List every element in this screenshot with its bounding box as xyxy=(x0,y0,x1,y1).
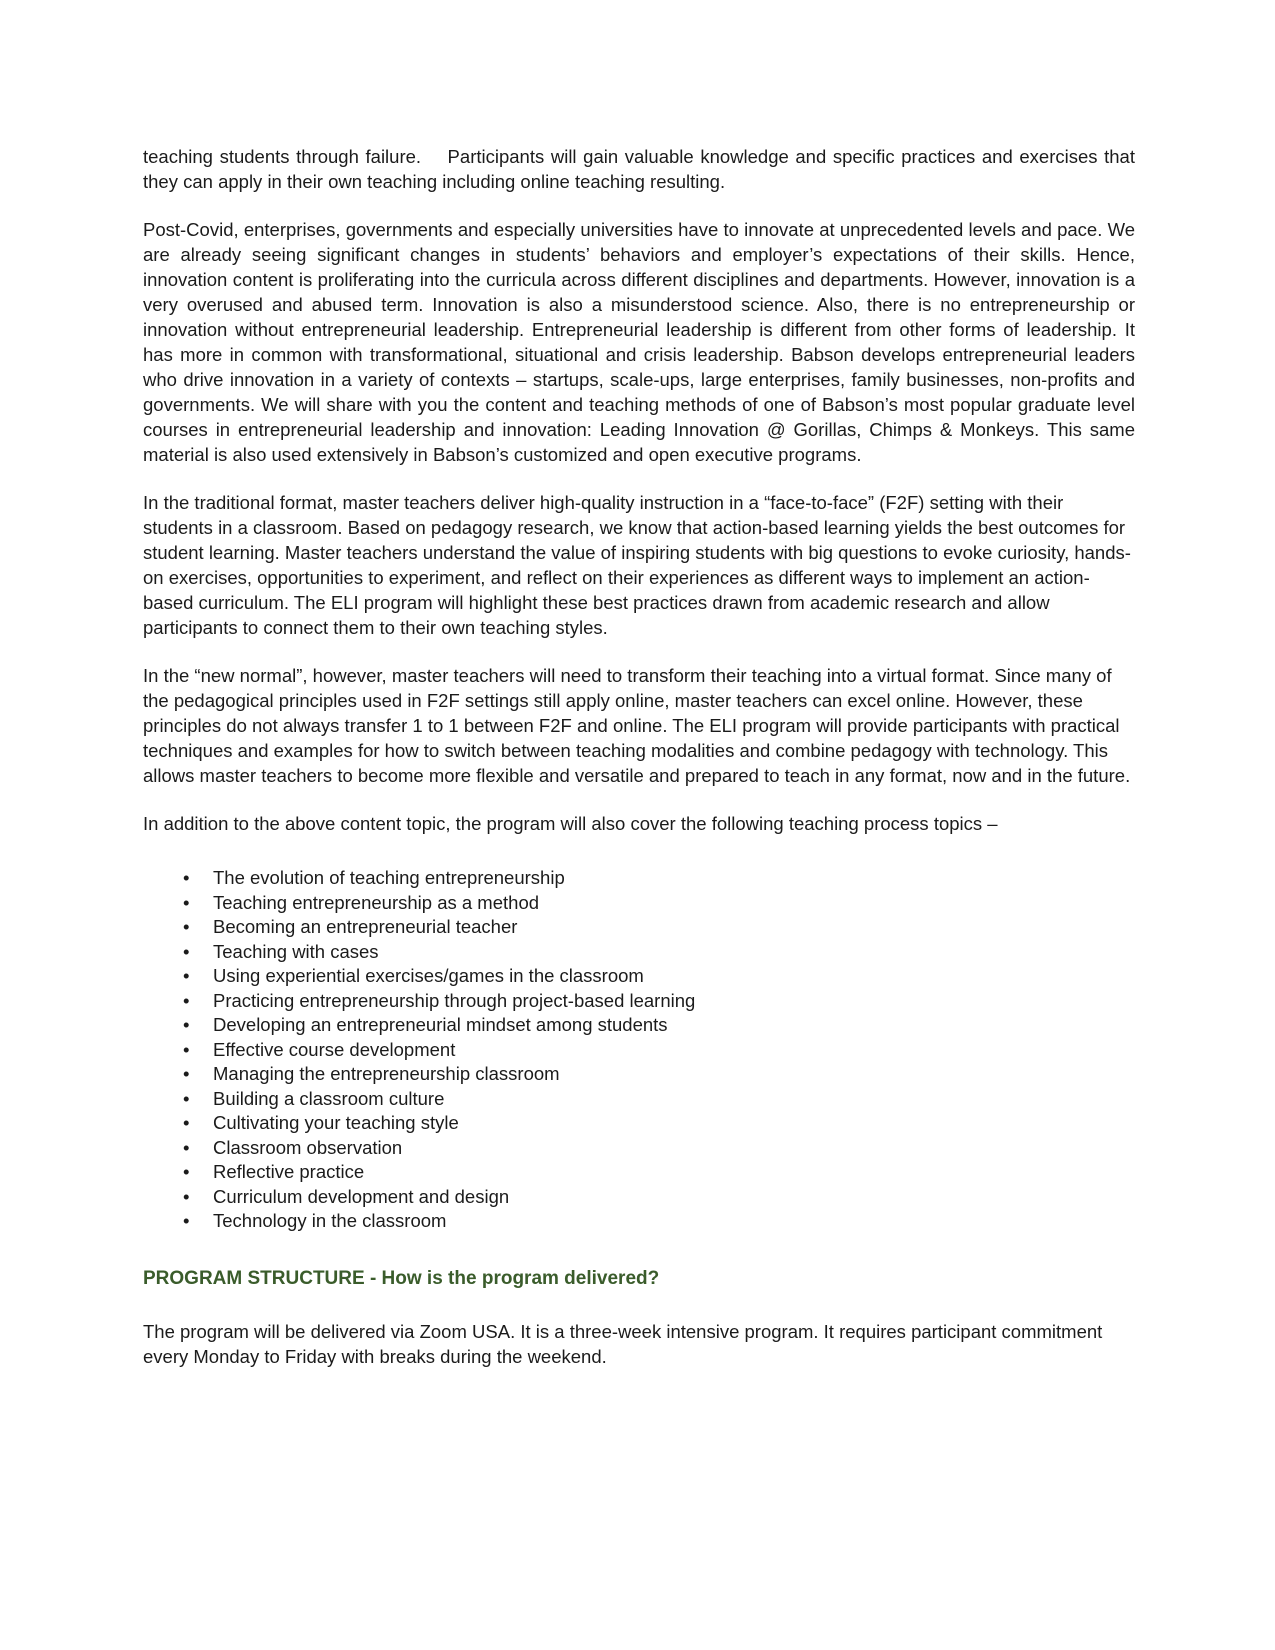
paragraph-post-covid: Post-Covid, enterprises, governments and especially universities have to innovate at unprecedented levels and pace. We are already seeing significant changes in students’ behaviors and employer’s expectations of their skills. Hence, innovation content is proliferating into the curricula across different disciplines and departments. However, innovation is a very overused and abused term. Innovation is also a misunderstood science. Also, there is no entrepreneurship or innovation without entrepreneurial leadership. Entrepreneurial leadership is different from other forms of leadership. It has more in common with transformational, situational and crisis leadership. Babson develops entrepreneurial leaders who drive innovation in a variety of contexts – startups, scale-ups, large enterprises, family businesses, non-profits and governments. We will share with you the content and teaching methods of one of Babson’s most popular graduate level courses in entrepreneurial leadership and innovation: Leading Innovation @ Gorillas, Chimps & Monkeys. This same material is also used extensively in Babson’s customized and open executive programs. xyxy=(143,219,1141,465)
list-item: • Managing the entrepreneurship classroom xyxy=(183,1062,1135,1087)
list-item: • Effective course development xyxy=(183,1038,1135,1063)
paragraph-delivery: The program will be delivered via Zoom USA. It is a three-week intensive program. It requires participant commitment every Monday to Friday with breaks during the weekend. xyxy=(143,1320,1108,1367)
paragraph-traditional-format: In the traditional format, master teachers deliver high-quality instruction in a “face-to-face” (F2F) setting with their students in a classroom. Based on pedagogy research, we know that action-based learning yields the best outcomes for student learning. Master teachers understand the value of inspiring students with big questions to evoke curiosity, hands-on exercises, opportunities to experiment, and reflect on their experiences as different ways to implement an action-based curriculum. The ELI program will highlight these best practices drawn from academic research and allow participants to connect them to their own teaching styles. xyxy=(143,492,1131,638)
list-item: • Becoming an entrepreneurial teacher xyxy=(183,915,1135,940)
program-structure-heading: PROGRAM STRUCTURE - How is the program delivered? xyxy=(143,1267,660,1289)
list-item: • Technology in the classroom xyxy=(183,1209,1135,1234)
teaching-topics-list xyxy=(143,866,1135,1234)
list-item: • Developing an entrepreneurial mindset among students xyxy=(183,1013,1135,1038)
list-item: • The evolution of teaching entrepreneurship xyxy=(183,866,1135,891)
list-item: • Reflective practice xyxy=(183,1160,1135,1185)
list-item: • Using experiential exercises/games in the classroom xyxy=(183,964,1135,989)
list-item: • Cultivating your teaching style xyxy=(183,1111,1135,1136)
paragraph-topics-intro: In addition to the above content topic, the program will also cover the following teaching process topics – xyxy=(143,813,998,834)
list-item: • Curriculum development and design xyxy=(183,1185,1135,1210)
list-item: • Practicing entrepreneurship through project-based learning xyxy=(183,989,1135,1014)
list-item: • Teaching with cases xyxy=(183,940,1135,965)
list-item: • Teaching entrepreneurship as a method xyxy=(183,891,1135,916)
list-item: • Classroom observation xyxy=(183,1136,1135,1161)
list-item: • Building a classroom culture xyxy=(183,1087,1135,1112)
paragraph-continuation: teaching students through failure. Participants will gain valuable knowledge and specific practices and exercises that they can apply in their own teaching including online teaching resulting. xyxy=(143,146,1141,192)
paragraph-new-normal: In the “new normal”, however, master teachers will need to transform their teaching into a virtual format. Since many of the pedagogical principles used in F2F settings still apply online, master teachers can excel online. However, these principles do not always transfer 1 to 1 between F2F and online. The ELI program will provide participants with practical techniques and examples for how to switch between teaching modalities and combine pedagogy with technology. This allows master teachers to become more flexible and versatile and prepared to teach in any format, now and in the future. xyxy=(143,665,1131,786)
